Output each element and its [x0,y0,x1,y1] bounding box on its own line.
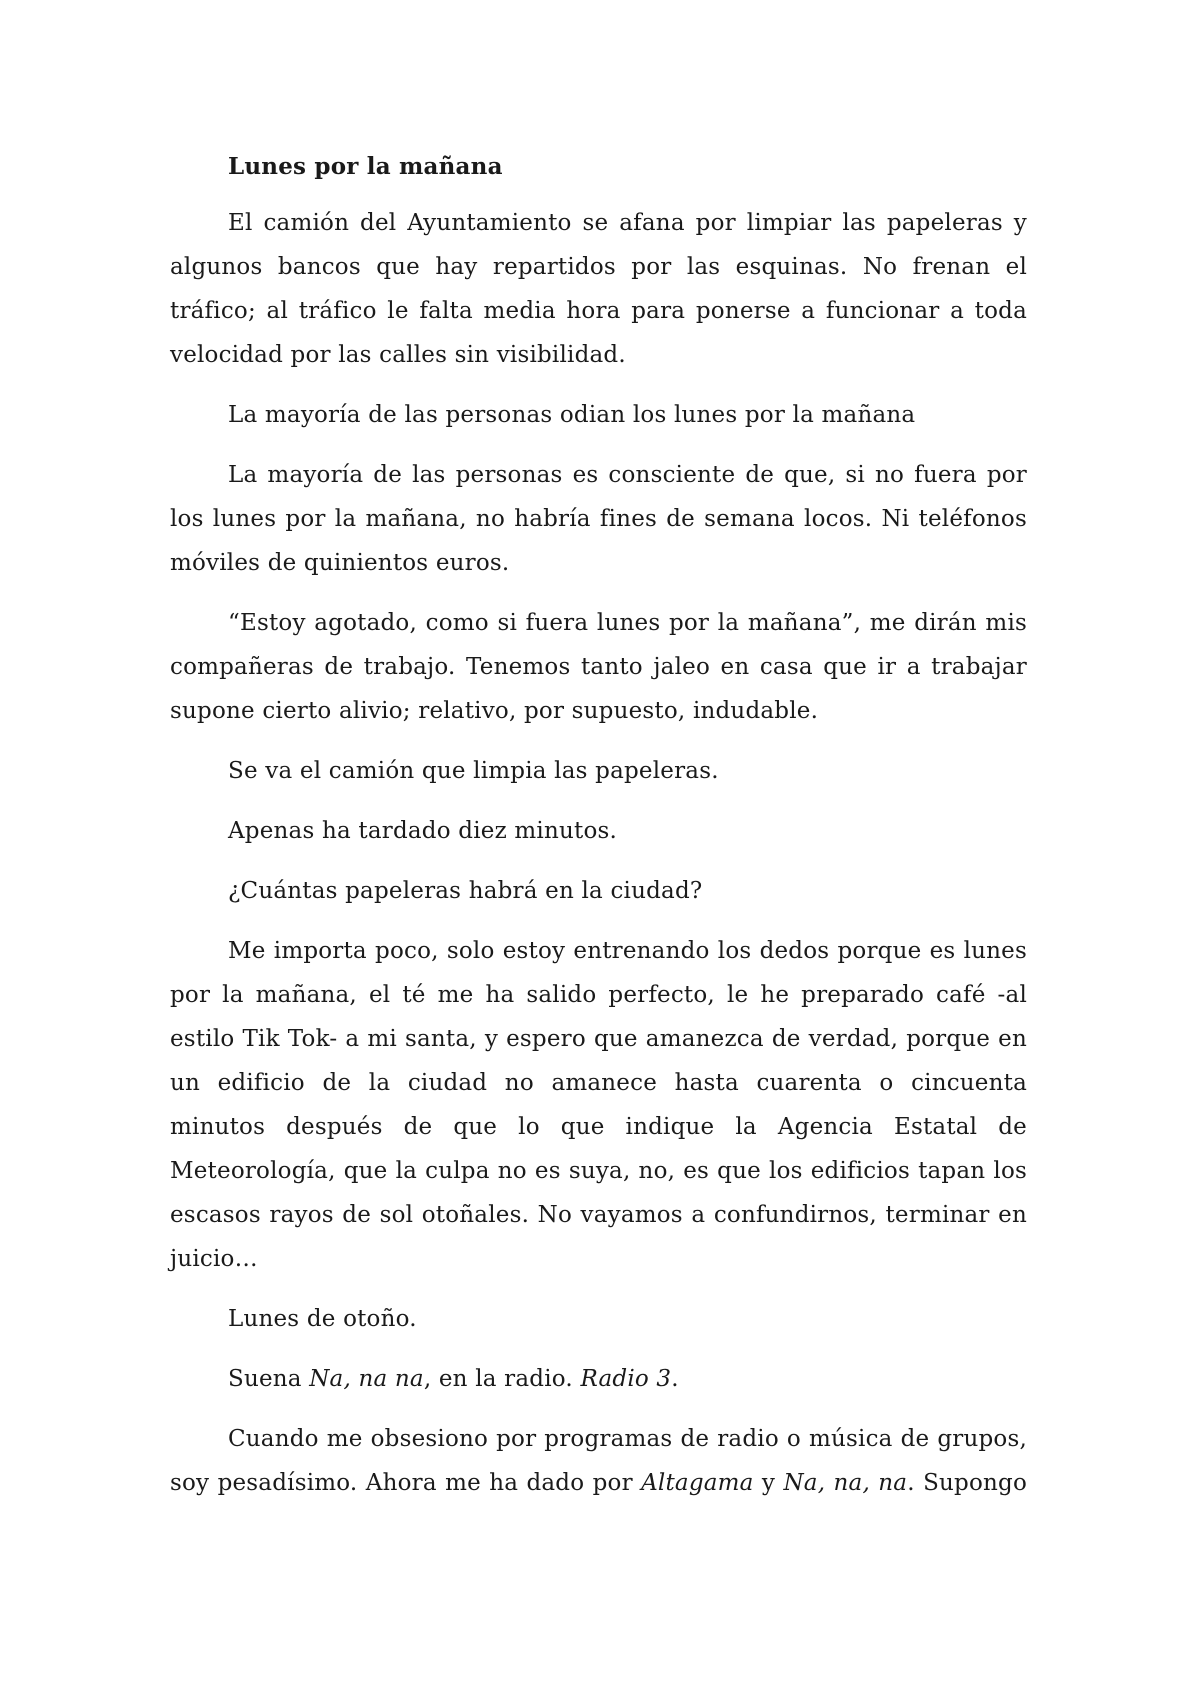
paragraph [170,201,1027,377]
paragraph [170,601,1027,733]
paragraph [170,749,1027,793]
paragraph [170,929,1027,1281]
paragraph-text: La mayoría de las personas es consciente de que, si no fuera por los lunes por la mañana, no habría fines de semana locos. Ni teléfonos móviles de quinientos euros. [170,462,1027,576]
paragraph-list [170,201,1027,1505]
italic-text: Na, na na [309,1366,424,1392]
paragraph [170,1357,1027,1401]
paragraph [170,393,1027,437]
paragraph-text: El camión del Ayuntamiento se afana por limpiar las papeleras y algunos bancos que hay repartidos por las esquinas. No frenan el tráfico; al tráfico le falta media hora para ponerse a funcionar a toda velocidad por las calles sin visibilidad. [170,210,1027,368]
page-title: Lunes por la mañana [228,153,503,180]
paragraph-text: La mayoría de las personas odian los lunes por la mañana [228,402,916,428]
italic-text: Radio 3 [580,1366,672,1392]
paragraph-text: “Estoy agotado, como si fuera lunes por la mañana”, me dirán mis compañeras de trabajo. Tenemos tanto jaleo en casa que ir a trabajar supone cierto alivio; relativo, por supuesto, indudable. [170,610,1027,724]
paragraph-text: Suena [228,1366,310,1392]
paragraph-text: Me importa poco, solo estoy entrenando los dedos porque es lunes por la mañana, el té me ha salido perfecto, le he preparado café -al estilo Tik Tok- a mi santa, y espero que amanezca de verdad, porque en un edificio de la ciudad no amanece hasta cuarenta o cincuenta minutos después de que lo que indique la Agencia Estatal de Meteorología, que la culpa no es suya, no, es que los edificios tapan los escasos rayos de sol otoñales. No vayamos a confundirnos, terminar en juicio… [170,938,1027,1272]
paragraph [170,1417,1027,1505]
paragraph-text: Lunes de otoño. [228,1306,417,1332]
paragraph-text: ¿Cuántas papeleras habrá en la ciudad? [228,878,703,904]
italic-text: Altagama [641,1470,754,1496]
paragraph [170,869,1027,913]
paragraph-text: Se va el camión que limpia las papeleras. [228,758,719,784]
italic-text: Na, na, na [783,1470,908,1496]
paragraph [170,809,1027,853]
document-body [170,145,1027,1505]
paragraph-text: Apenas ha tardado diez minutos. [228,818,618,844]
paragraph-text: Cuando me obsesiono por programas de radio o música de grupos, soy pesadísimo. Ahora me ha dado por [170,1426,1027,1496]
paragraph-text: , en la radio. [423,1366,581,1392]
paragraph-text: y [753,1470,784,1496]
paragraph [170,1297,1027,1341]
paragraph-text: . Supongo [907,1470,1027,1496]
paragraph-text: . [671,1366,679,1392]
paragraph [170,453,1027,585]
